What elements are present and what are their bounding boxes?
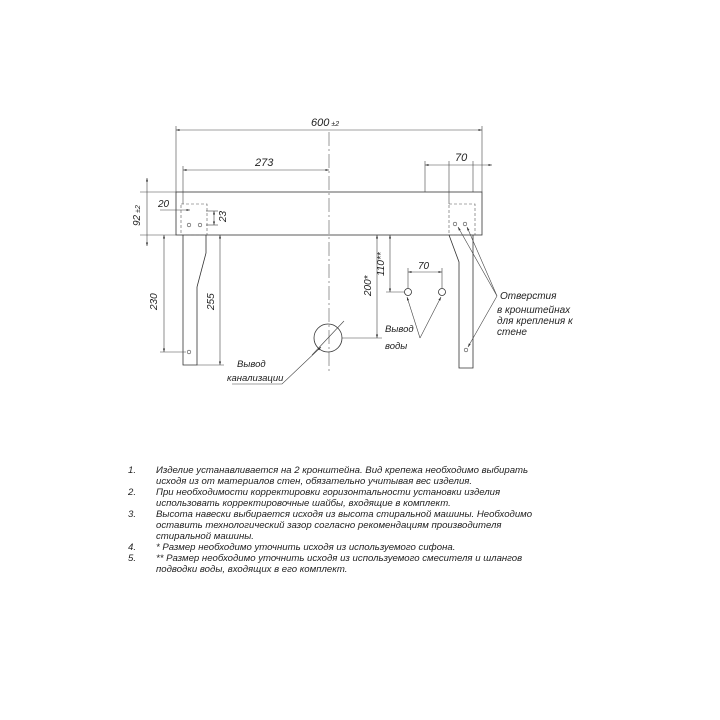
note-number: 2. <box>128 487 137 498</box>
drain-outlet <box>312 321 344 355</box>
water-outlets <box>405 289 446 296</box>
dimension-70-water <box>408 261 442 288</box>
holes-leader <box>458 227 574 347</box>
svg-text:600±2: 600 ±2 <box>311 117 340 129</box>
dimension-230 <box>149 235 186 352</box>
water-leader <box>385 297 441 352</box>
right-bracket <box>449 204 475 368</box>
note-line: * Размер необходимо уточнить исходя из используемого сифона. <box>156 542 456 553</box>
note-line: При необходимости корректировки горизонтальности установки изделия <box>156 487 501 498</box>
svg-text:200*: 200* <box>363 275 374 296</box>
drain-label: Вывод <box>237 359 266 370</box>
svg-text:273: 273 <box>255 157 274 169</box>
note-item <box>128 542 568 553</box>
note-item <box>128 487 568 509</box>
svg-text:255: 255 <box>206 293 217 310</box>
svg-text:20: 20 <box>158 199 170 210</box>
dimension-20 <box>157 199 190 210</box>
dimension-255 <box>197 235 224 365</box>
note-line: оставить технологический зазор согласно рекомендациям производителя <box>156 520 502 531</box>
note-number: 1. <box>128 465 137 476</box>
note-item <box>128 465 568 487</box>
note-line: Высота навески выбирается исходя из высота стиральной машины. Необходимо <box>156 509 533 520</box>
dimension-23 <box>206 210 229 225</box>
note-number: 3. <box>128 509 137 520</box>
left-bracket <box>181 204 207 365</box>
note-line: подводки воды, входящих в его комплект. <box>156 564 348 575</box>
note-number: 4. <box>128 542 137 553</box>
svg-text:канализации: канализации <box>227 373 284 384</box>
holes-label: Отверстия <box>500 291 557 302</box>
note-item <box>128 553 568 575</box>
dimension-110 <box>376 235 404 292</box>
svg-text:230: 230 <box>149 293 160 310</box>
note-item <box>128 509 568 542</box>
dimension-92 <box>132 178 176 246</box>
svg-text:70: 70 <box>418 261 430 272</box>
dimension-200 <box>342 235 382 338</box>
dimension-273 <box>183 157 329 204</box>
note-number: 5. <box>128 553 137 564</box>
svg-text:в кронштейнах: в кронштейнах <box>497 305 571 316</box>
svg-text:стене: стене <box>497 327 527 338</box>
svg-text:23: 23 <box>218 210 229 222</box>
svg-text:воды: воды <box>385 341 408 352</box>
svg-text:70: 70 <box>455 152 468 164</box>
drain-leader <box>227 347 321 384</box>
note-line: исходя из от материалов стен, обязательно учитывая вес изделия. <box>156 476 473 487</box>
note-line: ** Размер необходимо уточнить исходя из используемого смесителя и шлангов <box>156 553 523 564</box>
svg-text:92±2: 92±2 <box>132 205 143 226</box>
svg-text:для крепления к: для крепления к <box>497 316 573 327</box>
notes-list <box>128 465 568 575</box>
note-line: использовать корректировочные шайбы, входящие в комплект. <box>156 498 451 509</box>
note-line: Изделие устанавливается на 2 кронштейна. Вид крепежа необходимо выбирать <box>156 465 529 476</box>
note-line: стиральной машины. <box>156 531 254 542</box>
svg-text:110**: 110** <box>376 252 387 276</box>
water-label: Вывод <box>385 324 414 335</box>
